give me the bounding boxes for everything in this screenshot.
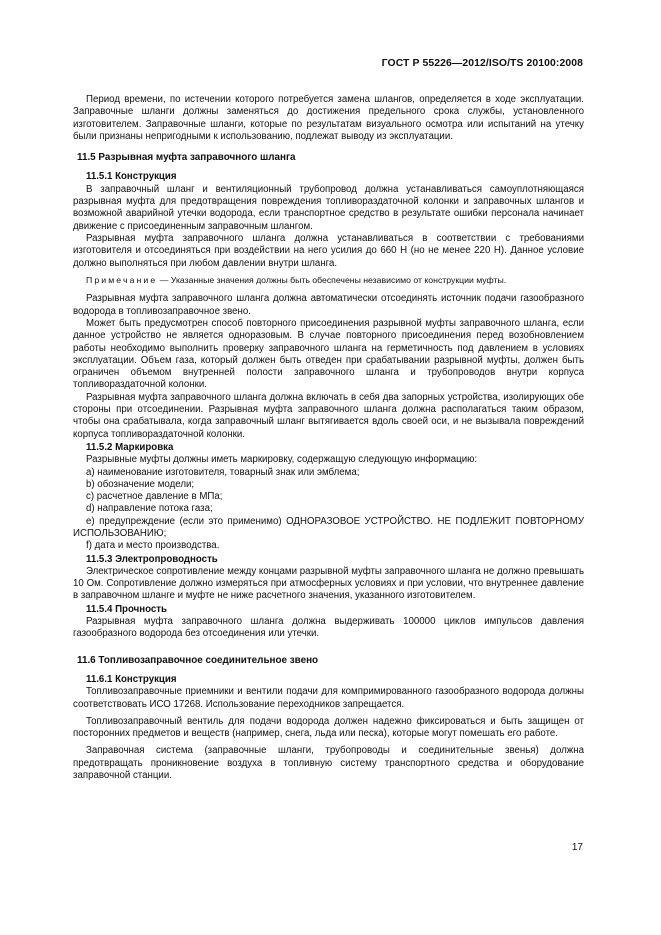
paragraph: Разрывные муфты должны иметь маркировку, содержащую следующую информацию: — [86, 454, 478, 466]
list-item: b) обозначение модели; — [86, 478, 195, 490]
list-item: e) предупреждение (если это применимо) ОДНОРАЗОВОЕ УСТРОЙСТВО. НЕ ПОДЛЕЖИТ ПОВТОРНОМУ ИСПОЛЬЗОВАНИЮ; — [73, 515, 584, 539]
paragraph: Разрывная муфта заправочного шланга должна устанавливаться в соответствии с требованиями изготовителя и отсоединяться при воздействии на него усилия до 660 Н (но не менее 220 Н). Данное условие должно выполняться при любом давлении внутри шланга. — [73, 232, 584, 269]
paragraph: Заправочная система (заправочные шланги, трубопроводы и соединительные звенья) должна предотвращать проникновение воздуха в топливную систему транспортного средства и оборудование заправочной станции. — [73, 745, 584, 782]
section-11-5-heading: 11.5 Разрывная муфта заправочного шланга — [77, 152, 296, 164]
section-11-5-4-heading: 11.5.4 Прочность — [86, 603, 167, 615]
list-item: d) направление потока газа; — [86, 503, 213, 515]
document-header: ГОСТ Р 55226—2012/ISO/TS 20100:2008 — [381, 58, 583, 69]
paragraph: В заправочный шланг и вентиляционный трубопровод должна устанавливаться самоуплотняющаяся разрывная муфта для предотвращения повреждения топливораздаточной колонки и заправочных шлангов и возможной аварийной утечки водорода, если транспортное средство в результате ошибки персонала начинает движение с присоединенным заправочным шлангом. — [73, 183, 584, 232]
page-content — [73, 94, 584, 782]
section-11-6-heading: 11.6 Топливозаправочное соединительное звено — [77, 654, 319, 666]
note — [73, 275, 584, 287]
list-item: f) дата и место производства. — [86, 540, 220, 552]
note-text: — Указанные значения должны быть обеспечены независимо от конструкции муфты. — [157, 274, 507, 285]
section-11-5-3-heading: 11.5.3 Электропроводность — [86, 553, 218, 565]
paragraph: Может быть предусмотрен способ повторного присоединения разрывной муфты заправочного шланга, если данное устройство не является одноразовым. В случае повторного присоединения перед возобновлением работы необходимо выполнить проверку заправочного шланга на герметичность под давлением в условиях эксплуатации. Объем газа, который должен быть отведен при срабатывании разрывной муфты, должен быть ограничен объемом внутренней полости заправочного шланга и трубопроводов внутри корпуса топливораздаточной колонки. — [73, 317, 584, 391]
list-item: c) расчетное давление в МПа; — [86, 491, 223, 503]
paragraph: Разрывная муфта заправочного шланга должна включать в себя два запорных устройства, изолирующих обе стороны при отсоединении. Разрывная муфта заправочного шланга должна располагаться таким образом, чтобы она срабатывала, когда заправочный шланг вытягивается вдоль своей оси, и не вызывала повреждений корпуса топливораздаточной колонки. — [73, 391, 584, 440]
note-label: Примечание — [86, 274, 158, 285]
section-11-6-1-heading: 11.6.1 Конструкция — [86, 673, 177, 685]
paragraph: Разрывная муфта заправочного шланга должна выдерживать 100000 циклов импульсов давления газообразного водорода без отсоединения или утечки. — [73, 616, 584, 640]
paragraph: Топливозаправочные приемники и вентили подачи для компримированного газообразного водорода должны соответствовать ИСО 17268. Использование переходников запрещается. — [73, 686, 584, 710]
section-11-5-1-heading: 11.5.1 Конструкция — [86, 171, 177, 183]
section-11-5-2-heading: 11.5.2 Маркировка — [86, 441, 174, 453]
paragraph: Топливозаправочный вентиль для подачи водорода должен надежно фиксироваться и быть защищен от посторонних предметов и веществ (например, снега, льда или песка), которые могут помешать его работе. — [73, 715, 584, 740]
page-number: 17 — [571, 842, 583, 853]
paragraph: Электрическое сопротивление между концами разрывной муфты заправочного шланга не должно превышать 10 Ом. Сопротивление должно измеряться при атмосферных условиях и при условии, что внутреннее давление в заправочном шланге и муфте не ниже расчетного значения, указанного изготовителем. — [73, 565, 584, 602]
list-item: a) наименование изготовителя, товарный знак или эмблема; — [86, 466, 360, 478]
paragraph: Разрывная муфта заправочного шланга должна автоматически отсоединять источник подачи газообразного водорода в топливозаправочное звено. — [73, 293, 584, 317]
intro-paragraph: Период времени, по истечении которого потребуется замена шлангов, определяется в ходе эксплуатации. Заправочные шланги должны заменяться до достижения предельного срока службы, установленного изготовителем. Заправочные шланги, которые по результатам визуального осмотра или испытаний на утечку были признаны непригодными к использованию, подлежат выводу из эксплуатации. — [73, 94, 584, 142]
